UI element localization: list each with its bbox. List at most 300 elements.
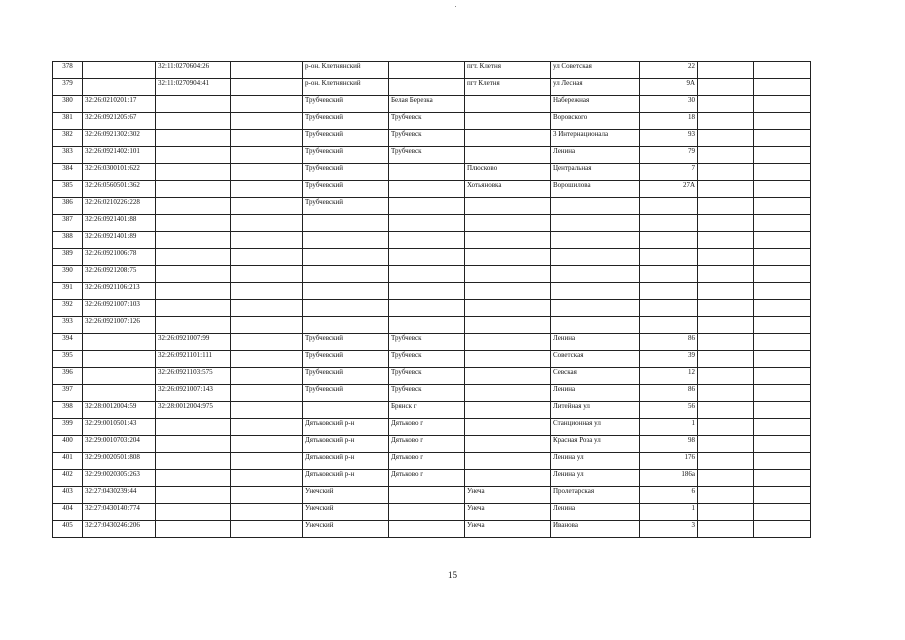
- street-cell: Ленина: [551, 147, 640, 164]
- city-cell: Дятьково г: [389, 470, 465, 487]
- cadastral-number-cell: 32:26:0921006:78: [83, 249, 156, 266]
- settlement-cell: пгт. Клетня: [465, 62, 551, 79]
- district-cell: Трубчевский: [303, 198, 389, 215]
- row-number-cell: 385: [53, 181, 83, 198]
- cadastral-number-alt-cell: 32:26:0921103:575: [156, 368, 231, 385]
- extra-cell-a: [698, 436, 754, 453]
- row-number-cell: 405: [53, 521, 83, 538]
- empty-cell: [231, 215, 303, 232]
- house-number-cell: [640, 249, 698, 266]
- cadastral-number-cell: [83, 351, 156, 368]
- cadastral-number-alt-cell: 32:11:0270604:26: [156, 62, 231, 79]
- table-row: [53, 164, 811, 181]
- row-number-cell: 403: [53, 487, 83, 504]
- house-number-cell: 1: [640, 504, 698, 521]
- city-cell: Трубчевск: [389, 351, 465, 368]
- street-cell: Ленина ул: [551, 453, 640, 470]
- cadastral-number-alt-cell: [156, 266, 231, 283]
- extra-cell-a: [698, 113, 754, 130]
- street-cell: Красная Роза ул: [551, 436, 640, 453]
- cadastral-number-alt-cell: 32:26:0921101:111: [156, 351, 231, 368]
- extra-cell-b: [754, 334, 811, 351]
- district-cell: Унечский: [303, 504, 389, 521]
- cadastral-number-cell: 32:27:0430239:44: [83, 487, 156, 504]
- settlement-cell: [465, 334, 551, 351]
- cadastral-number-alt-cell: 32:28:0012004:975: [156, 402, 231, 419]
- district-cell: Трубчевский: [303, 147, 389, 164]
- extra-cell-b: [754, 402, 811, 419]
- city-cell: [389, 232, 465, 249]
- table-row: [53, 385, 811, 402]
- cadastral-number-cell: 32:26:0921401:88: [83, 215, 156, 232]
- settlement-cell: [465, 385, 551, 402]
- district-cell: Дятьковский р-н: [303, 436, 389, 453]
- cadastral-number-alt-cell: [156, 521, 231, 538]
- extra-cell-a: [698, 334, 754, 351]
- district-cell: Трубчевский: [303, 113, 389, 130]
- row-number-cell: 380: [53, 96, 83, 113]
- table-row: [53, 453, 811, 470]
- cadastral-number-alt-cell: [156, 487, 231, 504]
- extra-cell-b: [754, 283, 811, 300]
- house-number-cell: 86: [640, 334, 698, 351]
- row-number-cell: 390: [53, 266, 83, 283]
- district-cell: Трубчевский: [303, 130, 389, 147]
- extra-cell-a: [698, 249, 754, 266]
- cadastral-number-cell: [83, 62, 156, 79]
- street-cell: [551, 249, 640, 266]
- city-cell: Дятьково г: [389, 419, 465, 436]
- extra-cell-b: [754, 96, 811, 113]
- city-cell: Белая Березка: [389, 96, 465, 113]
- empty-cell: [231, 504, 303, 521]
- table-row: [53, 487, 811, 504]
- table-row: [53, 130, 811, 147]
- city-cell: [389, 198, 465, 215]
- house-number-cell: 30: [640, 96, 698, 113]
- street-cell: Советская: [551, 351, 640, 368]
- empty-cell: [231, 436, 303, 453]
- extra-cell-b: [754, 419, 811, 436]
- row-number-cell: 386: [53, 198, 83, 215]
- house-number-cell: [640, 317, 698, 334]
- house-number-cell: 18: [640, 113, 698, 130]
- house-number-cell: 7: [640, 164, 698, 181]
- settlement-cell: [465, 147, 551, 164]
- empty-cell: [231, 402, 303, 419]
- cadastral-number-cell: 32:26:0921106:213: [83, 283, 156, 300]
- table-row: [53, 249, 811, 266]
- row-number-cell: 402: [53, 470, 83, 487]
- scan-speck: [455, 6, 456, 7]
- house-number-cell: [640, 198, 698, 215]
- settlement-cell: [465, 368, 551, 385]
- cadastral-number-alt-cell: [156, 164, 231, 181]
- cadastral-number-cell: 32:26:0921205:67: [83, 113, 156, 130]
- extra-cell-b: [754, 351, 811, 368]
- street-cell: [551, 317, 640, 334]
- city-cell: [389, 266, 465, 283]
- street-cell: Севская: [551, 368, 640, 385]
- cadastral-number-cell: 32:27:0430140:774: [83, 504, 156, 521]
- cadastral-number-cell: 32:27:0430246:206: [83, 521, 156, 538]
- settlement-cell: [465, 419, 551, 436]
- house-number-cell: [640, 266, 698, 283]
- district-cell: р-он. Клетнянский: [303, 62, 389, 79]
- house-number-cell: 22: [640, 62, 698, 79]
- empty-cell: [231, 198, 303, 215]
- empty-cell: [231, 283, 303, 300]
- row-number-cell: 396: [53, 368, 83, 385]
- settlement-cell: [465, 470, 551, 487]
- city-cell: [389, 164, 465, 181]
- extra-cell-a: [698, 147, 754, 164]
- table-row: [53, 351, 811, 368]
- city-cell: [389, 300, 465, 317]
- row-number-cell: 398: [53, 402, 83, 419]
- row-number-cell: 388: [53, 232, 83, 249]
- settlement-cell: [465, 266, 551, 283]
- row-number-cell: 387: [53, 215, 83, 232]
- extra-cell-b: [754, 62, 811, 79]
- table-row: [53, 232, 811, 249]
- district-cell: Дятьковский р-н: [303, 419, 389, 436]
- city-cell: [389, 317, 465, 334]
- extra-cell-a: [698, 181, 754, 198]
- table-row: [53, 504, 811, 521]
- district-cell: Трубчевский: [303, 164, 389, 181]
- house-number-cell: 1: [640, 419, 698, 436]
- house-number-cell: 12: [640, 368, 698, 385]
- settlement-cell: [465, 215, 551, 232]
- extra-cell-a: [698, 453, 754, 470]
- extra-cell-b: [754, 147, 811, 164]
- street-cell: [551, 266, 640, 283]
- empty-cell: [231, 181, 303, 198]
- city-cell: [389, 79, 465, 96]
- settlement-cell: [465, 96, 551, 113]
- empty-cell: [231, 385, 303, 402]
- extra-cell-b: [754, 198, 811, 215]
- cadastral-number-cell: [83, 334, 156, 351]
- empty-cell: [231, 419, 303, 436]
- cadastral-number-cell: [83, 368, 156, 385]
- table-row: [53, 198, 811, 215]
- street-cell: Ворошилова: [551, 181, 640, 198]
- table-row: [53, 79, 811, 96]
- extra-cell-b: [754, 521, 811, 538]
- street-cell: [551, 283, 640, 300]
- empty-cell: [231, 317, 303, 334]
- table-row: [53, 368, 811, 385]
- empty-cell: [231, 96, 303, 113]
- row-number-cell: 395: [53, 351, 83, 368]
- row-number-cell: 394: [53, 334, 83, 351]
- cadastral-number-cell: 32:26:0210226:228: [83, 198, 156, 215]
- cadastral-number-cell: 32:26:0921402:101: [83, 147, 156, 164]
- row-number-cell: 389: [53, 249, 83, 266]
- house-number-cell: 98: [640, 436, 698, 453]
- table-row: [53, 181, 811, 198]
- extra-cell-a: [698, 79, 754, 96]
- row-number-cell: 397: [53, 385, 83, 402]
- cadastral-number-alt-cell: [156, 317, 231, 334]
- cadastral-number-alt-cell: [156, 283, 231, 300]
- city-cell: Трубчевск: [389, 130, 465, 147]
- extra-cell-b: [754, 504, 811, 521]
- street-cell: ул Советская: [551, 62, 640, 79]
- cadastral-number-cell: 32:29:0020501:808: [83, 453, 156, 470]
- house-number-cell: 39: [640, 351, 698, 368]
- table-row: [53, 521, 811, 538]
- city-cell: Трубчевск: [389, 385, 465, 402]
- extra-cell-a: [698, 130, 754, 147]
- row-number-cell: 400: [53, 436, 83, 453]
- row-number-cell: 378: [53, 62, 83, 79]
- city-cell: Трубчевск: [389, 334, 465, 351]
- cadastral-number-cell: 32:29:0010703:204: [83, 436, 156, 453]
- street-cell: ул Лесная: [551, 79, 640, 96]
- city-cell: [389, 181, 465, 198]
- district-cell: [303, 266, 389, 283]
- extra-cell-a: [698, 504, 754, 521]
- cadastral-number-alt-cell: [156, 300, 231, 317]
- district-cell: Трубчевский: [303, 368, 389, 385]
- city-cell: [389, 487, 465, 504]
- row-number-cell: 401: [53, 453, 83, 470]
- row-number-cell: 404: [53, 504, 83, 521]
- district-cell: [303, 215, 389, 232]
- settlement-cell: [465, 300, 551, 317]
- street-cell: Ленина: [551, 504, 640, 521]
- cadastral-number-cell: 32:29:0010501:43: [83, 419, 156, 436]
- district-cell: Трубчевский: [303, 385, 389, 402]
- empty-cell: [231, 62, 303, 79]
- district-cell: Унечский: [303, 487, 389, 504]
- cadastral-number-alt-cell: [156, 232, 231, 249]
- table-row: [53, 402, 811, 419]
- district-cell: [303, 402, 389, 419]
- extra-cell-a: [698, 470, 754, 487]
- table-row: [53, 96, 811, 113]
- city-cell: [389, 249, 465, 266]
- city-cell: [389, 504, 465, 521]
- empty-cell: [231, 521, 303, 538]
- table-row: [53, 113, 811, 130]
- district-cell: Трубчевский: [303, 96, 389, 113]
- city-cell: [389, 521, 465, 538]
- street-cell: Центральная: [551, 164, 640, 181]
- house-number-cell: 56: [640, 402, 698, 419]
- empty-cell: [231, 368, 303, 385]
- district-cell: [303, 249, 389, 266]
- district-cell: [303, 283, 389, 300]
- extra-cell-b: [754, 368, 811, 385]
- settlement-cell: пгт Клетня: [465, 79, 551, 96]
- table-body: [53, 62, 811, 538]
- district-cell: Дятьковский р-н: [303, 453, 389, 470]
- extra-cell-b: [754, 164, 811, 181]
- district-cell: Трубчевский: [303, 351, 389, 368]
- page-number: 15: [448, 570, 457, 580]
- extra-cell-b: [754, 130, 811, 147]
- row-number-cell: 392: [53, 300, 83, 317]
- house-number-cell: 93: [640, 130, 698, 147]
- cadastral-number-alt-cell: [156, 453, 231, 470]
- extra-cell-b: [754, 113, 811, 130]
- cadastral-number-cell: [83, 79, 156, 96]
- cadastral-number-alt-cell: 32:11:0270904:41: [156, 79, 231, 96]
- house-number-cell: 186а: [640, 470, 698, 487]
- city-cell: [389, 215, 465, 232]
- extra-cell-b: [754, 436, 811, 453]
- cadastral-number-cell: 32:26:0921208:75: [83, 266, 156, 283]
- cadastral-number-cell: 32:26:0560501:362: [83, 181, 156, 198]
- row-number-cell: 382: [53, 130, 83, 147]
- empty-cell: [231, 113, 303, 130]
- table-row: [53, 215, 811, 232]
- city-cell: Трубчевск: [389, 113, 465, 130]
- settlement-cell: Унеча: [465, 504, 551, 521]
- extra-cell-a: [698, 232, 754, 249]
- empty-cell: [231, 470, 303, 487]
- cadastral-number-alt-cell: [156, 113, 231, 130]
- table-row: [53, 283, 811, 300]
- empty-cell: [231, 266, 303, 283]
- empty-cell: [231, 300, 303, 317]
- cadastral-number-cell: 32:26:0921401:89: [83, 232, 156, 249]
- cadastral-number-cell: 32:29:0020305:263: [83, 470, 156, 487]
- cadastral-number-alt-cell: [156, 130, 231, 147]
- settlement-cell: [465, 249, 551, 266]
- extra-cell-b: [754, 266, 811, 283]
- cadastral-number-alt-cell: [156, 198, 231, 215]
- extra-cell-a: [698, 96, 754, 113]
- row-number-cell: 399: [53, 419, 83, 436]
- district-cell: [303, 300, 389, 317]
- cadastral-number-alt-cell: [156, 470, 231, 487]
- extra-cell-a: [698, 317, 754, 334]
- street-cell: 3 Интернационала: [551, 130, 640, 147]
- extra-cell-b: [754, 249, 811, 266]
- settlement-cell: [465, 351, 551, 368]
- extra-cell-a: [698, 487, 754, 504]
- city-cell: Трубчевск: [389, 368, 465, 385]
- table-row: [53, 419, 811, 436]
- district-cell: Унечский: [303, 521, 389, 538]
- district-cell: Трубчевский: [303, 181, 389, 198]
- extra-cell-b: [754, 215, 811, 232]
- street-cell: Иванова: [551, 521, 640, 538]
- settlement-cell: [465, 232, 551, 249]
- cadastral-number-alt-cell: 32:26:0921007:143: [156, 385, 231, 402]
- table-row: [53, 436, 811, 453]
- property-registry-table: [52, 61, 811, 538]
- cadastral-number-alt-cell: [156, 419, 231, 436]
- row-number-cell: 381: [53, 113, 83, 130]
- settlement-cell: [465, 402, 551, 419]
- row-number-cell: 391: [53, 283, 83, 300]
- cadastral-number-cell: 32:28:0012004:59: [83, 402, 156, 419]
- settlement-cell: [465, 283, 551, 300]
- district-cell: [303, 317, 389, 334]
- district-cell: р-он. Клетнянский: [303, 79, 389, 96]
- extra-cell-a: [698, 521, 754, 538]
- cadastral-number-alt-cell: [156, 181, 231, 198]
- table-row: [53, 334, 811, 351]
- house-number-cell: 176: [640, 453, 698, 470]
- extra-cell-b: [754, 317, 811, 334]
- house-number-cell: [640, 232, 698, 249]
- settlement-cell: Унеча: [465, 487, 551, 504]
- city-cell: Брянск г: [389, 402, 465, 419]
- settlement-cell: Хотьяновка: [465, 181, 551, 198]
- extra-cell-b: [754, 232, 811, 249]
- empty-cell: [231, 334, 303, 351]
- row-number-cell: 383: [53, 147, 83, 164]
- extra-cell-a: [698, 368, 754, 385]
- empty-cell: [231, 487, 303, 504]
- extra-cell-b: [754, 487, 811, 504]
- street-cell: Ленина: [551, 385, 640, 402]
- table-row: [53, 266, 811, 283]
- extra-cell-a: [698, 164, 754, 181]
- house-number-cell: 6: [640, 487, 698, 504]
- street-cell: Ленина ул: [551, 470, 640, 487]
- cadastral-number-alt-cell: [156, 436, 231, 453]
- extra-cell-b: [754, 181, 811, 198]
- settlement-cell: Унеча: [465, 521, 551, 538]
- street-cell: Воровского: [551, 113, 640, 130]
- city-cell: Трубчевск: [389, 147, 465, 164]
- district-cell: Трубчевский: [303, 334, 389, 351]
- empty-cell: [231, 249, 303, 266]
- extra-cell-b: [754, 300, 811, 317]
- street-cell: Ленина: [551, 334, 640, 351]
- street-cell: [551, 300, 640, 317]
- city-cell: Дятьково г: [389, 436, 465, 453]
- house-number-cell: 9А: [640, 79, 698, 96]
- city-cell: Дятьково г: [389, 453, 465, 470]
- house-number-cell: 86: [640, 385, 698, 402]
- settlement-cell: [465, 130, 551, 147]
- row-number-cell: 384: [53, 164, 83, 181]
- house-number-cell: [640, 215, 698, 232]
- empty-cell: [231, 147, 303, 164]
- settlement-cell: [465, 198, 551, 215]
- empty-cell: [231, 232, 303, 249]
- cadastral-number-alt-cell: [156, 504, 231, 521]
- extra-cell-b: [754, 470, 811, 487]
- cadastral-number-cell: 32:26:0300101:622: [83, 164, 156, 181]
- extra-cell-a: [698, 62, 754, 79]
- extra-cell-a: [698, 266, 754, 283]
- house-number-cell: 79: [640, 147, 698, 164]
- extra-cell-a: [698, 215, 754, 232]
- city-cell: [389, 62, 465, 79]
- street-cell: Станционная ул: [551, 419, 640, 436]
- extra-cell-b: [754, 79, 811, 96]
- cadastral-number-cell: 32:26:0921302:302: [83, 130, 156, 147]
- extra-cell-a: [698, 385, 754, 402]
- extra-cell-a: [698, 300, 754, 317]
- street-cell: [551, 232, 640, 249]
- extra-cell-a: [698, 351, 754, 368]
- empty-cell: [231, 130, 303, 147]
- settlement-cell: [465, 317, 551, 334]
- house-number-cell: 27А: [640, 181, 698, 198]
- cadastral-number-alt-cell: [156, 147, 231, 164]
